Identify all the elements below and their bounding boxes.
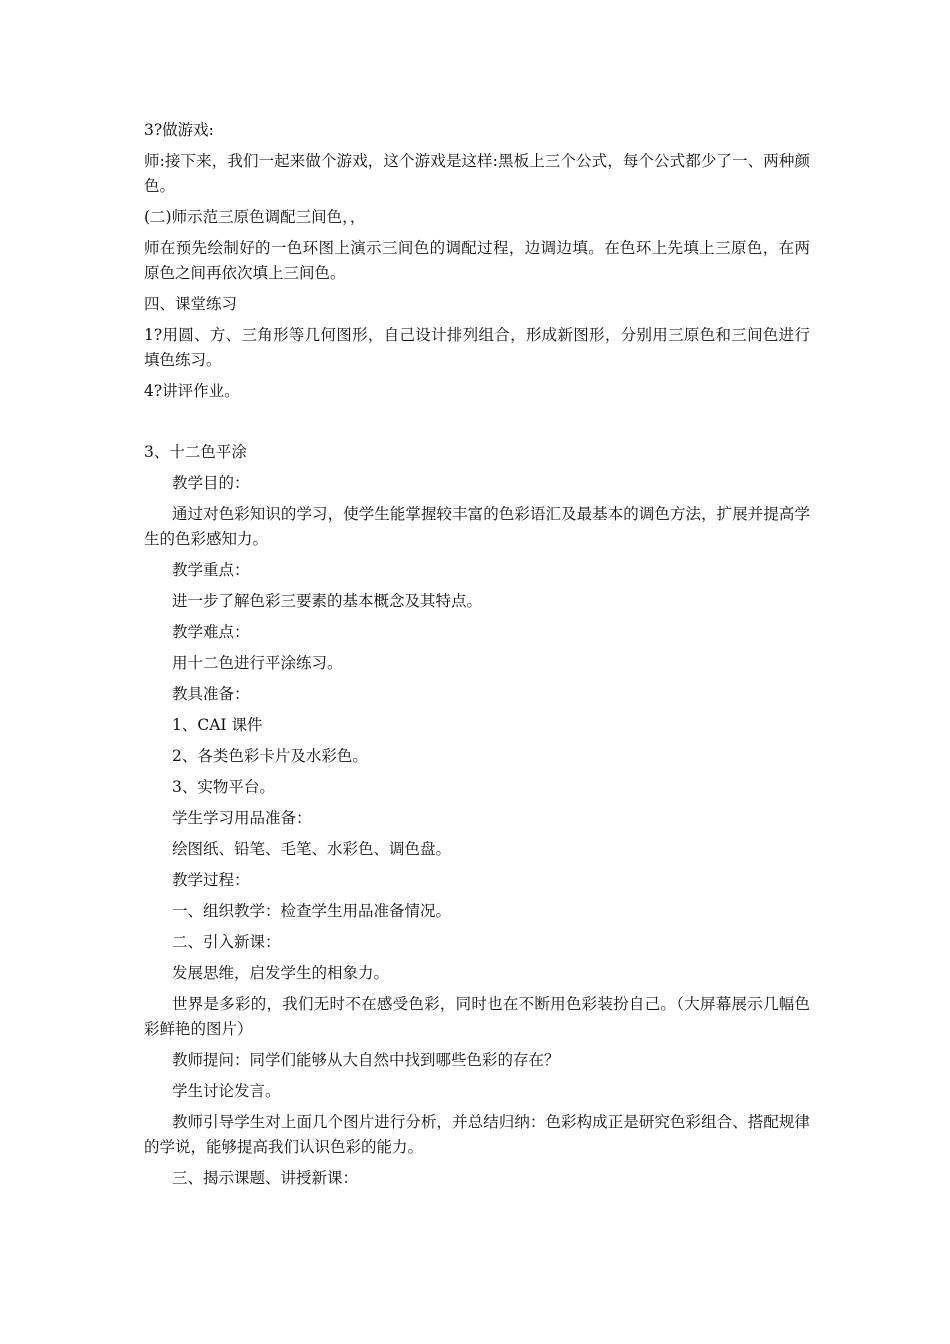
document-page	[144, 118, 810, 1197]
paragraph-teacher-question: 教师提问：同学们能够从大自然中找到哪些色彩的存在？	[172, 1051, 560, 1069]
paragraph-tools-item-1: 1、CAI 课件	[172, 716, 263, 734]
paragraph-focus-body: 进一步了解色彩三要素的基本概念及其特点。	[172, 592, 483, 610]
paragraph-step-new-lesson: 三、揭示课题、讲授新课：	[172, 1169, 359, 1187]
paragraph-world-colors: 世界是多彩的，我们无时不在感受色彩，同时也在不断用色彩装扮自己。（大屏幕展示几幅色彩鲜艳的图片）	[144, 995, 810, 1038]
paragraph-step-intro-body: 发展思维，启发学生的相象力。	[172, 964, 390, 982]
paragraph-step-organize: 一、组织教学：检查学生用品准备情况。	[172, 902, 452, 920]
paragraph-tools-item-2: 2、各类色彩卡片及水彩色。	[172, 747, 368, 765]
paragraph-objective-body: 通过对色彩知识的学习，使学生能掌握较丰富的色彩语汇及最基本的调色方法，扩展并提高学生的色彩感知力。	[144, 505, 810, 548]
paragraph-practice-body: 1?用圆、方、三角形等几何图形，自己设计排列组合，形成新图形，分别用三原色和三间色进行填色练习。	[144, 326, 810, 369]
paragraph-difficulty-label: 教学难点：	[172, 623, 250, 641]
paragraph-objective-label: 教学目的：	[172, 474, 250, 492]
paragraph-difficulty-body: 用十二色进行平涂练习。	[172, 654, 343, 672]
section-title: 3、十二色平涂	[144, 443, 247, 461]
paragraph-tools-item-3: 3、实物平台。	[172, 778, 275, 796]
paragraph-supplies-label: 学生学习用品准备：	[172, 809, 312, 827]
paragraph-supplies-body: 绘图纸、铅笔、毛笔、水彩色、调色盘。	[172, 840, 452, 858]
paragraph-game-heading: 3?做游戏:	[144, 121, 214, 139]
paragraph-process-label: 教学过程：	[172, 871, 250, 889]
paragraph-demo-body: 师在预先绘制好的一色环图上演示三间色的调配过程，边调边填。在色环上先填上三原色，在两原色之间再依次填上三间色。	[144, 239, 810, 282]
paragraph-student-discussion: 学生讨论发言。	[172, 1082, 281, 1100]
paragraph-focus-label: 教学重点：	[172, 561, 250, 579]
paragraph-tools-label: 教具准备：	[172, 685, 250, 703]
section-gap	[144, 410, 810, 440]
paragraph-review: 4?讲评作业。	[144, 382, 240, 400]
paragraph-teacher-summary: 教师引导学生对上面几个图片进行分析，并总结归纳：色彩构成正是研究色彩组合、搭配规律的学说，能够提高我们认识色彩的能力。	[144, 1113, 810, 1156]
paragraph-demo-heading: (二)师示范三原色调配三间色，，	[144, 208, 366, 226]
paragraph-practice-heading: 四、课堂练习	[144, 295, 238, 313]
paragraph-game-intro: 师:接下来，我们一起来做个游戏，这个游戏是这样:黑板上三个公式，每个公式都少了一、两种颜色。	[144, 152, 810, 195]
paragraph-step-intro: 二、引入新课：	[172, 933, 281, 951]
